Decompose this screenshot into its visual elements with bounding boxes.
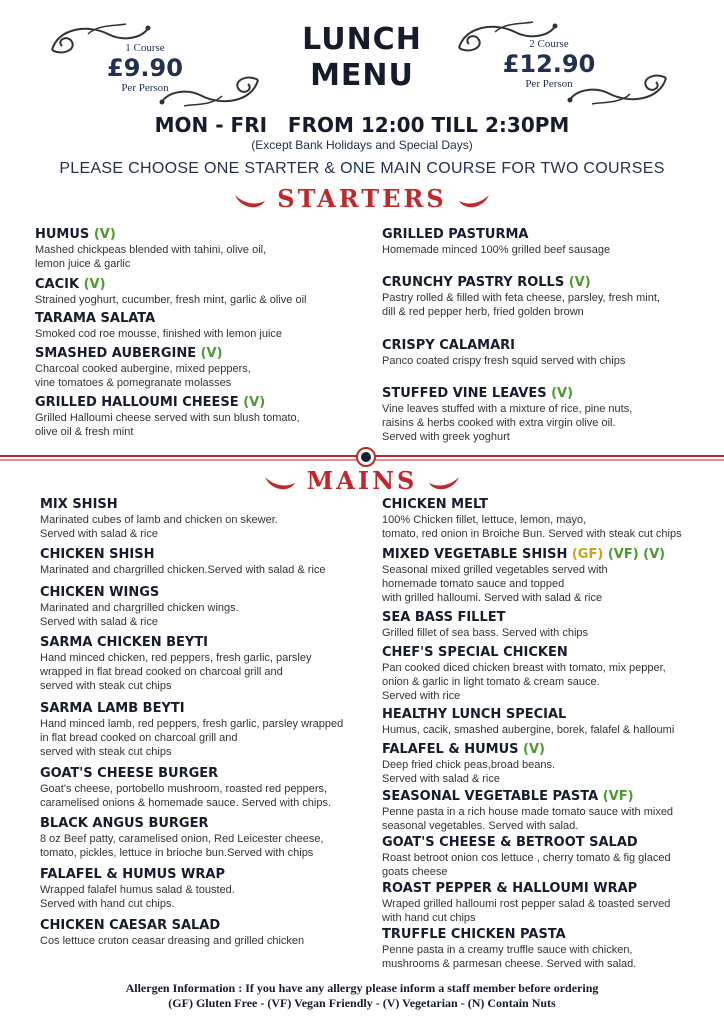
mains-heading <box>0 466 724 495</box>
price-label: 1 Course <box>125 42 165 54</box>
menu-item <box>382 609 588 640</box>
menu-item-description: Goat's cheese, portobello mushroom, roasted red peppers, caramelised onions & homemade sauce. Served with chips. <box>40 783 332 809</box>
menu-item-name <box>40 496 278 513</box>
swoosh-left-icon <box>233 191 267 211</box>
menu-item-title: CRISPY CALAMARI <box>382 338 516 353</box>
menu-item-title: CHICKEN WINGS <box>40 585 160 600</box>
menu-item-name <box>382 274 660 291</box>
menu-item-title: HEALTHY LUNCH SPECIAL <box>382 707 567 722</box>
menu-item-title: SARMA CHICKEN BEYTI <box>40 635 209 650</box>
menu-item-description: Marinated and chargrilled chicken.Served with salad & rice <box>40 564 326 576</box>
menu-item-name <box>40 546 326 563</box>
menu-item-title: CHEF'S SPECIAL CHICKEN <box>382 645 568 660</box>
dietary-tag: (V) <box>546 386 574 401</box>
menu-item <box>382 226 610 257</box>
menu-item <box>35 276 306 307</box>
menu-item-name <box>35 310 282 327</box>
mains-title: MAINS <box>306 466 418 495</box>
menu-item-title: CACIK <box>35 277 80 292</box>
menu-item <box>35 226 266 271</box>
menu-item-name <box>382 337 625 354</box>
dietary-tag: (VF) <box>603 547 639 562</box>
swoosh-right-icon <box>427 473 461 493</box>
menu-item-description: Penne pasta in a rich house made tomato sauce with mixed seasonal vegetables. Served with salad. <box>382 806 674 832</box>
menu-item-description: Deep fried chick peas,broad beans. Served with salad & rice <box>382 759 556 785</box>
menu-item-name <box>35 394 300 411</box>
menu-item <box>40 496 278 541</box>
menu-item-name <box>40 765 331 782</box>
menu-item-title: ROAST PEPPER & HALLOUMI WRAP <box>382 881 638 896</box>
menu-item-title: CHICKEN MELT <box>382 497 488 512</box>
swoosh-left-icon <box>263 473 297 493</box>
menu-item-title: GRILLED PASTURMA <box>382 227 529 242</box>
menu-item-name <box>35 226 266 243</box>
menu-item <box>40 917 304 948</box>
dietary-tag: (VF) <box>598 789 634 804</box>
menu-item-name <box>40 700 343 717</box>
menu-item <box>382 741 555 786</box>
menu-item-name <box>35 276 306 293</box>
menu-item <box>382 834 671 879</box>
menu-item-name <box>35 345 251 362</box>
dietary-tag: (V) <box>238 395 266 410</box>
menu-item-name <box>382 546 665 563</box>
menu-item-name <box>382 609 588 626</box>
menu-item <box>382 546 665 605</box>
allergen-info: Allergen Information : If you have any allergy please inform a staff member before ordering <box>125 981 599 995</box>
menu-item-description: Pastry rolled & filled with feta cheese, parsley, fresh mint, dill & red pepper herb, fried golden brown <box>382 292 660 318</box>
section-divider <box>0 446 724 468</box>
menu-item-title: HUMUS <box>35 227 90 242</box>
menu-item-name <box>40 866 235 883</box>
menu-item-description: Charcoal cooked aubergine, mixed peppers, vine tomatoes & pomegranate molasses <box>35 363 251 389</box>
dietary-legend: (GF) Gluten Free - (VF) Vegan Friendly - (V) Vegetarian - (N) Contain Nuts <box>168 996 556 1010</box>
menu-item-description: 100% Chicken fillet, lettuce, lemon, mayo, tomato, red onion in Broiche Bun. Served with steak cut chips <box>382 514 682 540</box>
price-per: Per Person <box>121 82 169 94</box>
menu-item-name <box>382 226 610 243</box>
menu-item-title: CHICKEN CAESAR SALAD <box>40 918 221 933</box>
menu-item-description: Vine leaves stuffed with a mixture of rice, pine nuts, raisins & herbs cooked with extra virgin olive oil. Served with greek yoghurt <box>382 403 633 443</box>
menu-item-title: FALAFEL & HUMUS <box>382 742 519 757</box>
title-line-2: MENU <box>310 58 414 93</box>
menu-item-title: MIX SHISH <box>40 497 118 512</box>
menu-item-description: 8 oz Beef patty, caramelised onion, Red Leicester cheese, tomato, pickles, lettuce in brioche bun.Served with chips <box>40 833 324 859</box>
menu-item-description: Homemade minced 100% grilled beef sausage <box>382 244 611 256</box>
menu-item-name <box>40 634 311 651</box>
price-amount: £9.90 <box>107 54 183 82</box>
dietary-tag: (V) <box>564 275 591 290</box>
menu-item-title: GOAT'S CHEESE BURGER <box>40 766 219 781</box>
dietary-tag: (V) <box>196 346 223 361</box>
menu-item-description: Pan cooked diced chicken breast with tomato, mix pepper, onion & garlic in light tomato & cream sauce. Served with rice <box>382 662 666 702</box>
menu-item-name <box>382 496 682 513</box>
menu-item <box>40 815 324 860</box>
menu-item-description: Hand minced lamb, red peppers, fresh garlic, parsley wrapped in flat bread cooked on charcoal grill and served with steak cut chips <box>40 718 344 758</box>
menu-item <box>382 926 636 971</box>
menu-item-title: GRILLED HALLOUMI CHEESE <box>35 395 239 410</box>
menu-item-name <box>40 917 304 934</box>
menu-item-title: CRUNCHY PASTRY ROLLS <box>382 275 565 290</box>
menu-item-description: Marinated and chargrilled chicken wings. Served with salad & rice <box>40 602 239 628</box>
menu-item-name <box>382 385 632 402</box>
dietary-tag: (V) <box>79 277 106 292</box>
menu-item-title: TRUFFLE CHICKEN PASTA <box>382 927 566 942</box>
price-amount: £12.90 <box>502 50 596 78</box>
menu-item-title: FALAFEL & HUMUS WRAP <box>40 867 225 882</box>
menu-item <box>35 310 282 341</box>
menu-item-title: SEA BASS FILLET <box>382 610 506 625</box>
starters-title: STARTERS <box>277 184 447 213</box>
menu-item-description: Wrapped falafel humus salad & tousted. Served with hand cut chips. <box>40 884 235 910</box>
starters-heading <box>0 184 724 213</box>
menu-item-title: SMASHED AUBERGINE <box>35 346 197 361</box>
menu-item-name <box>382 741 555 758</box>
dietary-tag: (V) <box>638 547 666 562</box>
menu-item-title: GOAT'S CHEESE & BETROOT SALAD <box>382 835 638 850</box>
menu-item <box>40 546 326 577</box>
menu-item-name <box>40 815 324 832</box>
price-label: 2 Course <box>529 38 569 50</box>
menu-item-name <box>382 926 636 943</box>
menu-item-title: TARAMA SALATA <box>35 311 156 326</box>
menu-item-description: Panco coated crispy fresh squid served with chips <box>382 355 626 367</box>
menu-item-name <box>382 880 670 897</box>
menu-item-name <box>382 834 671 851</box>
menu-item-description: Mashed chickpeas blended with tahini, olive oil, lemon juice & garlic <box>35 244 267 270</box>
menu-item <box>40 634 311 693</box>
menu-item <box>382 788 673 833</box>
dietary-tag: (V) <box>89 227 116 242</box>
menu-item <box>382 880 670 925</box>
menu-item-description: Marinated cubes of lamb and chicken on skewer. Served with salad & rice <box>40 514 278 540</box>
menu-item-description: Grilled Halloumi cheese served with sun blush tomato, olive oil & fresh mint <box>35 412 300 438</box>
opening-hours: MON - FRI FROM 12:00 TILL 2:30PM <box>154 113 570 137</box>
menu-item-description: Penne pasta in a creamy truffle sauce with chicken, mushrooms & parmesan cheese. Served with salad. <box>382 944 637 970</box>
menu-item-description: Strained yoghurt, cucumber, fresh mint, garlic & olive oil <box>35 294 307 306</box>
menu-item <box>382 337 625 368</box>
menu-item-description: Seasonal mixed grilled vegetables served with homemade tomato sauce and topped with grilled halloumi. Served with salad & rice <box>382 564 608 604</box>
menu-item <box>382 274 660 319</box>
menu-item-title: CHICKEN SHISH <box>40 547 155 562</box>
dietary-tag: (GF) <box>567 547 604 562</box>
menu-item-name <box>382 644 666 661</box>
menu-item <box>35 394 300 439</box>
menu-item-title: SARMA LAMB BEYTI <box>40 701 185 716</box>
menu-item <box>40 700 343 759</box>
menu-item-title: SEASONAL VEGETABLE PASTA <box>382 789 599 804</box>
menu-item-name <box>40 584 239 601</box>
page-title <box>0 22 724 94</box>
swoosh-right-icon <box>457 191 491 211</box>
menu-item <box>382 496 682 541</box>
menu-item-description: Hand minced chicken, red peppers, fresh garlic, parsley wrapped in flat bread cooked on charcoal grill and served with steak cut chips <box>40 652 312 692</box>
menu-item-description: Roast betroot onion cos lettuce , cherry tomato & fig glaced goats cheese <box>382 852 671 878</box>
price-per: Per Person <box>525 78 573 90</box>
menu-item-description: Humus, cacik, smashed aubergine, borek, falafel & halloumi <box>382 724 675 736</box>
dietary-tag: (V) <box>518 742 546 757</box>
menu-item <box>40 584 239 629</box>
menu-item-title: STUFFED VINE LEAVES <box>382 386 547 401</box>
menu-item-name <box>382 706 674 723</box>
title-line-1: LUNCH <box>302 22 422 57</box>
menu-item-description: Grilled fillet of sea bass. Served with chips <box>382 627 589 639</box>
menu-item <box>35 345 251 390</box>
menu-item <box>382 706 674 737</box>
menu-item-description: Wraped grilled halloumi rost pepper salad & toasted served with hand cut chips <box>382 898 671 924</box>
menu-item <box>40 765 331 810</box>
menu-item <box>382 385 632 444</box>
course-instruction: PLEASE CHOOSE ONE STARTER & ONE MAIN COURSE FOR TWO COURSES <box>59 160 665 177</box>
menu-item-name <box>382 788 673 805</box>
menu-item-title: BLACK ANGUS BURGER <box>40 816 209 831</box>
menu-item <box>40 866 235 911</box>
menu-item-description: Smoked cod roe mousse, finished with lemon juice <box>35 328 283 340</box>
hours-exception: (Except Bank Holidays and Special Days) <box>251 138 473 152</box>
menu-item-description: Cos lettuce cruton ceasar dreasing and grilled chicken <box>40 935 305 947</box>
menu-item-title: MIXED VEGETABLE SHISH <box>382 547 568 562</box>
menu-item <box>382 644 666 703</box>
